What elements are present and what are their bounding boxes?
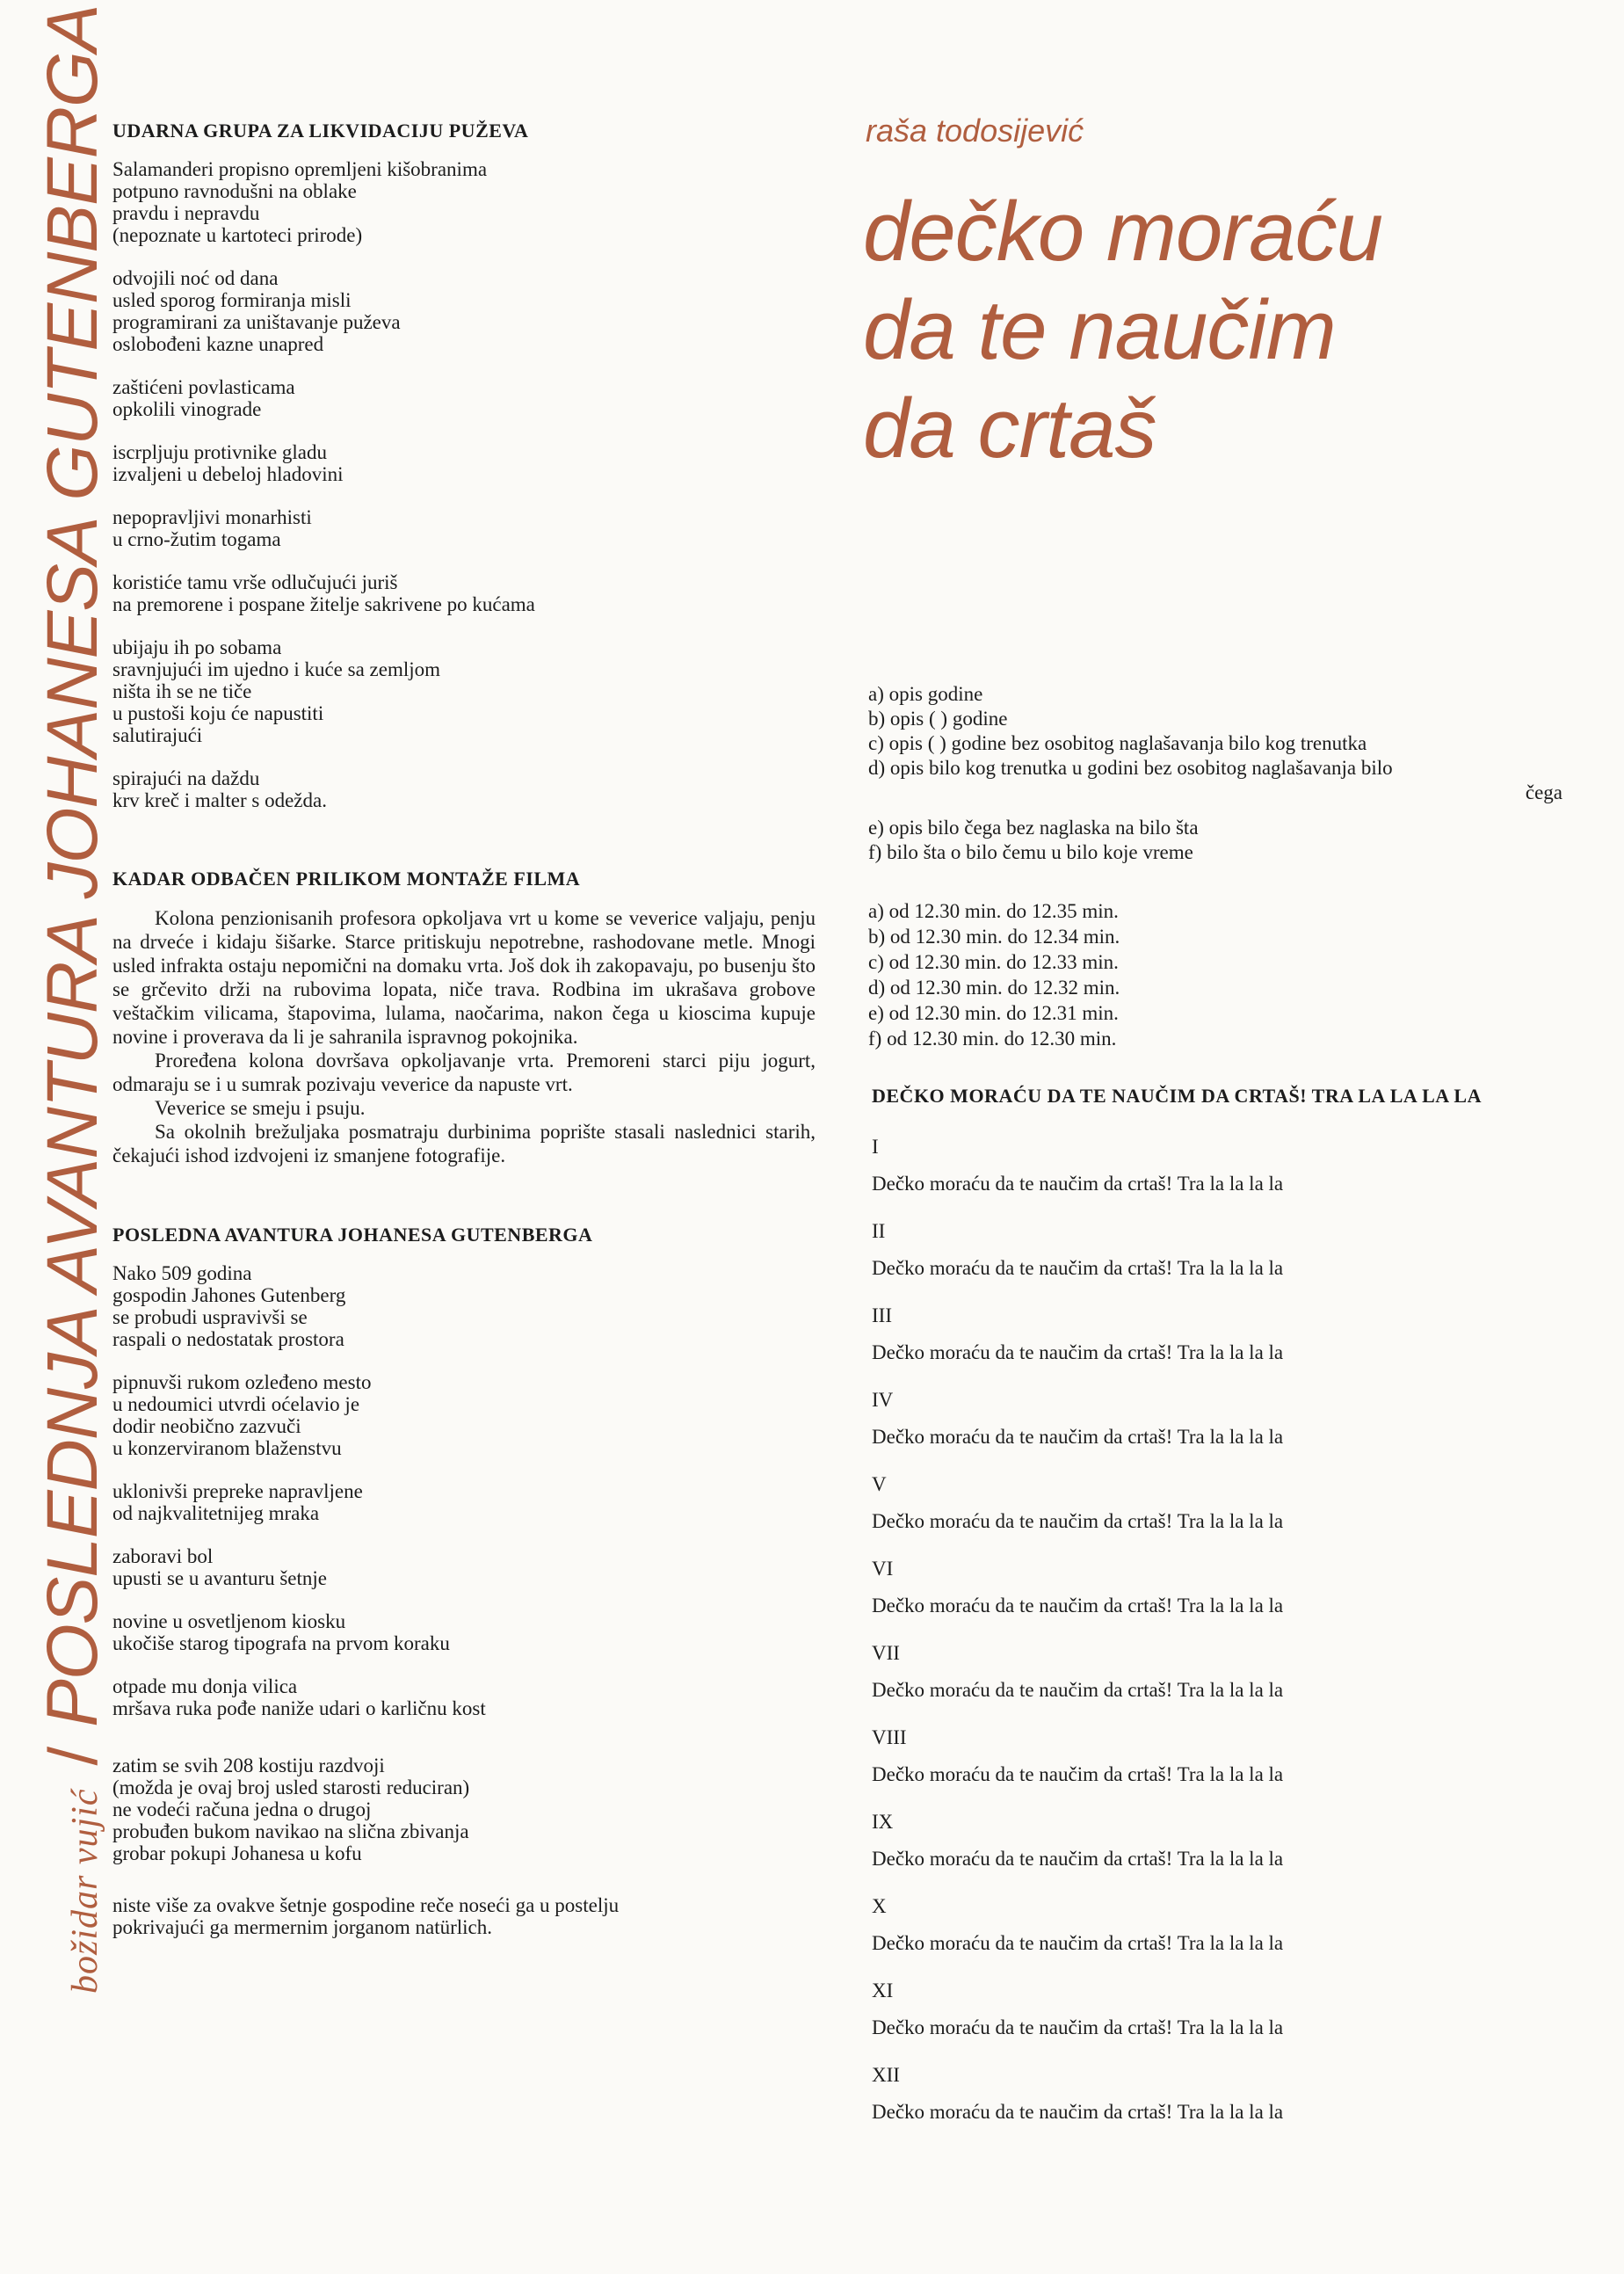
refrain-line: Dečko moraću da te naučim da crtaš! Tra la la la la bbox=[872, 1848, 1284, 1870]
list-item: d) opis bilo kog trenutka u godini bez osobitog naglašavanja bilo bbox=[868, 757, 1393, 779]
stanza: nepopravljivi monarhisti u crno-žutim togama bbox=[112, 506, 312, 550]
refrain-line: Dečko moraću da te naučim da crtaš! Tra la la la la bbox=[872, 1341, 1284, 1363]
list-item: a) opis godine bbox=[868, 683, 983, 705]
stanza: zaštićeni povlasticama opkolili vinograde bbox=[112, 376, 295, 420]
refrain-line: Dečko moraću da te naučim da crtaš! Tra la la la la bbox=[872, 2101, 1284, 2123]
stanza: otpade mu donja vilica mršava ruka pođe naniže udari o karličnu kost bbox=[112, 1675, 486, 1719]
list-item: b) od 12.30 min. do 12.34 min. bbox=[868, 926, 1120, 948]
vertical-slash: / bbox=[34, 1746, 112, 1766]
refrain-numeral: I bbox=[872, 1136, 879, 1158]
vertical-poem-title: POSLEDNJA AVANTURA JOHANESA GUTENBERGA bbox=[33, 4, 112, 1727]
list-item: d) od 12.30 min. do 12.32 min. bbox=[868, 977, 1120, 999]
section-heading: KADAR ODBAČEN PRILIKOM MONTAŽE FILMA bbox=[112, 868, 581, 890]
list-item: f) bilo šta o bilo čemu u bilo koje vreme bbox=[868, 841, 1193, 863]
stanza: niste više za ovakve šetnje gospodine reče noseći ga u postelju pokrivajući ga mermernim jorganom natürlich. bbox=[112, 1894, 620, 1938]
refrain-numeral: IV bbox=[872, 1389, 894, 1411]
stanza: odvojili noć od dana usled sporog formiranja misli programirani za uništavanje puževa oslobođeni kazne unapred bbox=[112, 267, 401, 355]
paragraph: Proređena kolona dovršava opkoljavanje vrta. Premoreni starci piju jogurt, odmaraju se i u sumrak pozivaju veverice da napuste vrt. bbox=[112, 1050, 816, 1095]
refrain-numeral: II bbox=[872, 1220, 886, 1242]
vertical-title bbox=[33, 4, 112, 1994]
list-item-continuation: čega bbox=[1525, 781, 1562, 803]
refrain-numeral: VIII bbox=[872, 1726, 907, 1748]
list-item: c) opis ( ) godine bez osobitog naglašavanja bilo kog trenutka bbox=[868, 732, 1367, 754]
section-heading: UDARNA GRUPA ZA LIKVIDACIJU PUŽEVA bbox=[112, 120, 529, 142]
stanza: Salamanderi propisno opremljeni kišobranima potpuno ravnodušni na oblake pravdu i nepravdu (nepoznate u kartoteci prirode) bbox=[112, 158, 488, 246]
section-kadar bbox=[112, 868, 816, 1167]
stanza: koristiće tamu vrše odlučujući juriš na premorene i pospane žitelje sakrivene po kućama bbox=[112, 571, 535, 615]
refrain-numeral: V bbox=[872, 1473, 887, 1495]
refrain-numeral: VI bbox=[872, 1558, 894, 1580]
refrain-line: Dečko moraću da te naučim da crtaš! Tra la la la la bbox=[872, 1173, 1284, 1195]
refrain-line: Dečko moraću da te naučim da crtaš! Tra la la la la bbox=[872, 2016, 1284, 2038]
refrain-line: Dečko moraću da te naučim da crtaš! Tra la la la la bbox=[872, 1595, 1284, 1617]
list-item: b) opis ( ) godine bbox=[868, 708, 1008, 730]
right-author: raša todosijević bbox=[866, 113, 1084, 149]
list-item: a) od 12.30 min. do 12.35 min. bbox=[868, 900, 1119, 922]
refrain-line: Dečko moraću da te naučim da crtaš! Tra la la la la bbox=[872, 1932, 1284, 1954]
list-item: f) od 12.30 min. do 12.30 min. bbox=[868, 1028, 1117, 1050]
refrain-block bbox=[872, 1085, 1575, 2141]
refrain-numeral: III bbox=[872, 1304, 892, 1326]
refrain-numeral: XII bbox=[872, 2064, 900, 2086]
list-times bbox=[868, 898, 1562, 1051]
refrain-numeral: VII bbox=[872, 1642, 900, 1664]
right-title: dečko moraću da te naučim da crtaš bbox=[863, 185, 1382, 476]
paragraph: Veverice se smeju i psuju. bbox=[155, 1097, 366, 1119]
section-udarna-grupa bbox=[112, 120, 816, 811]
stanza: spirajući na daždu krv kreč i malter s odežda. bbox=[112, 767, 327, 811]
stanza: iscrpljuju protivnike gladu izvaljeni u debeloj hladovini bbox=[112, 441, 344, 485]
refrain-heading: DEČKO MORAĆU DA TE NAUČIM DA CRTAŠ! TRA LA LA LA LA bbox=[872, 1085, 1482, 1107]
list-item: e) opis bilo čega bez naglaska na bilo šta bbox=[868, 817, 1199, 839]
refrain-numeral: X bbox=[872, 1895, 887, 1917]
vertical-author: božidar vujić bbox=[65, 1788, 105, 1994]
refrain-line: Dečko moraću da te naučim da crtaš! Tra la la la la bbox=[872, 1510, 1284, 1532]
stanza: zatim se svih 208 kostiju razdvoji (možda je ovaj broj usled starosti reduciran) ne vodeći računa jedna o drugoj probuđen bukom navikao na slična zbivanja grobar pokupi Johanesa u kofu bbox=[112, 1755, 470, 1864]
section-heading: POSLEDNA AVANTURA JOHANESA GUTENBERGA bbox=[112, 1224, 593, 1246]
list-item: e) od 12.30 min. do 12.31 min. bbox=[868, 1002, 1119, 1024]
refrain-numeral: XI bbox=[872, 1980, 894, 2002]
refrain-line: Dečko moraću da te naučim da crtaš! Tra la la la la bbox=[872, 1426, 1284, 1448]
stanza: novine u osvetljenom kiosku ukočiše starog tipografa na prvom koraku bbox=[112, 1610, 450, 1654]
poem bbox=[112, 1262, 816, 1938]
list-item: c) od 12.30 min. do 12.33 min. bbox=[868, 951, 1119, 973]
paragraph: Kolona penzionisanih profesora opkoljava vrt u kome se veverice valjaju, penju na drveće i kidaju šišarke. Starce pritiskuju nepotrebne, rashodovane metle. Mnogi usled infrakta ostaju nepomični na domaku vrta. Još dok ih zakopavaju, po busenju što se grčevito drži na rubovima lopata, niče trava. Rodbina im ukrašava grobove veštačkim vilicama, štapovima, lulama, naočarima, nakon čega u kioscima kupuje novine i proverava da li je sahranila ispravnog pokojnika. bbox=[112, 907, 816, 1048]
stanza: pipnuvši rukom ozleđeno mesto u nedoumici utvrdi oćelavio je dodir neobično zazvuči u konzerviranom blaženstvu bbox=[112, 1371, 372, 1459]
stanza: zaboravi bol upusti se u avanturu šetnje bbox=[112, 1545, 328, 1589]
refrain-lines bbox=[872, 1129, 1575, 2141]
section-gutenberg bbox=[112, 1224, 816, 1938]
poem bbox=[112, 158, 816, 811]
list-opis bbox=[868, 682, 1562, 865]
left-column bbox=[112, 120, 816, 1994]
stanza: ubijaju ih po sobama sravnjujući im ujedno i kuće sa zemljom ništa ih se ne tiče u pustoši koju će napustiti salutirajući bbox=[112, 636, 441, 746]
refrain-line: Dečko moraću da te naučim da crtaš! Tra la la la la bbox=[872, 1257, 1284, 1279]
refrain-line: Dečko moraću da te naučim da crtaš! Tra la la la la bbox=[872, 1763, 1284, 1785]
refrain-line: Dečko moraću da te naučim da crtaš! Tra la la la la bbox=[872, 1679, 1284, 1701]
prose bbox=[112, 906, 816, 1167]
stanza: Nako 509 godina gospodin Jahones Gutenberg se probudi uspravivši se raspali o nedostatak prostora bbox=[112, 1262, 346, 1350]
refrain-numeral: IX bbox=[872, 1811, 894, 1833]
stanza: uklonivši prepreke napravljene od najkvalitetnijeg mraka bbox=[112, 1480, 363, 1524]
paragraph: Sa okolnih brežuljaka posmatraju durbinima poprište stasali naslednici starih, čekajući ishod izdvojeni iz smanjene fotografije. bbox=[112, 1121, 816, 1166]
